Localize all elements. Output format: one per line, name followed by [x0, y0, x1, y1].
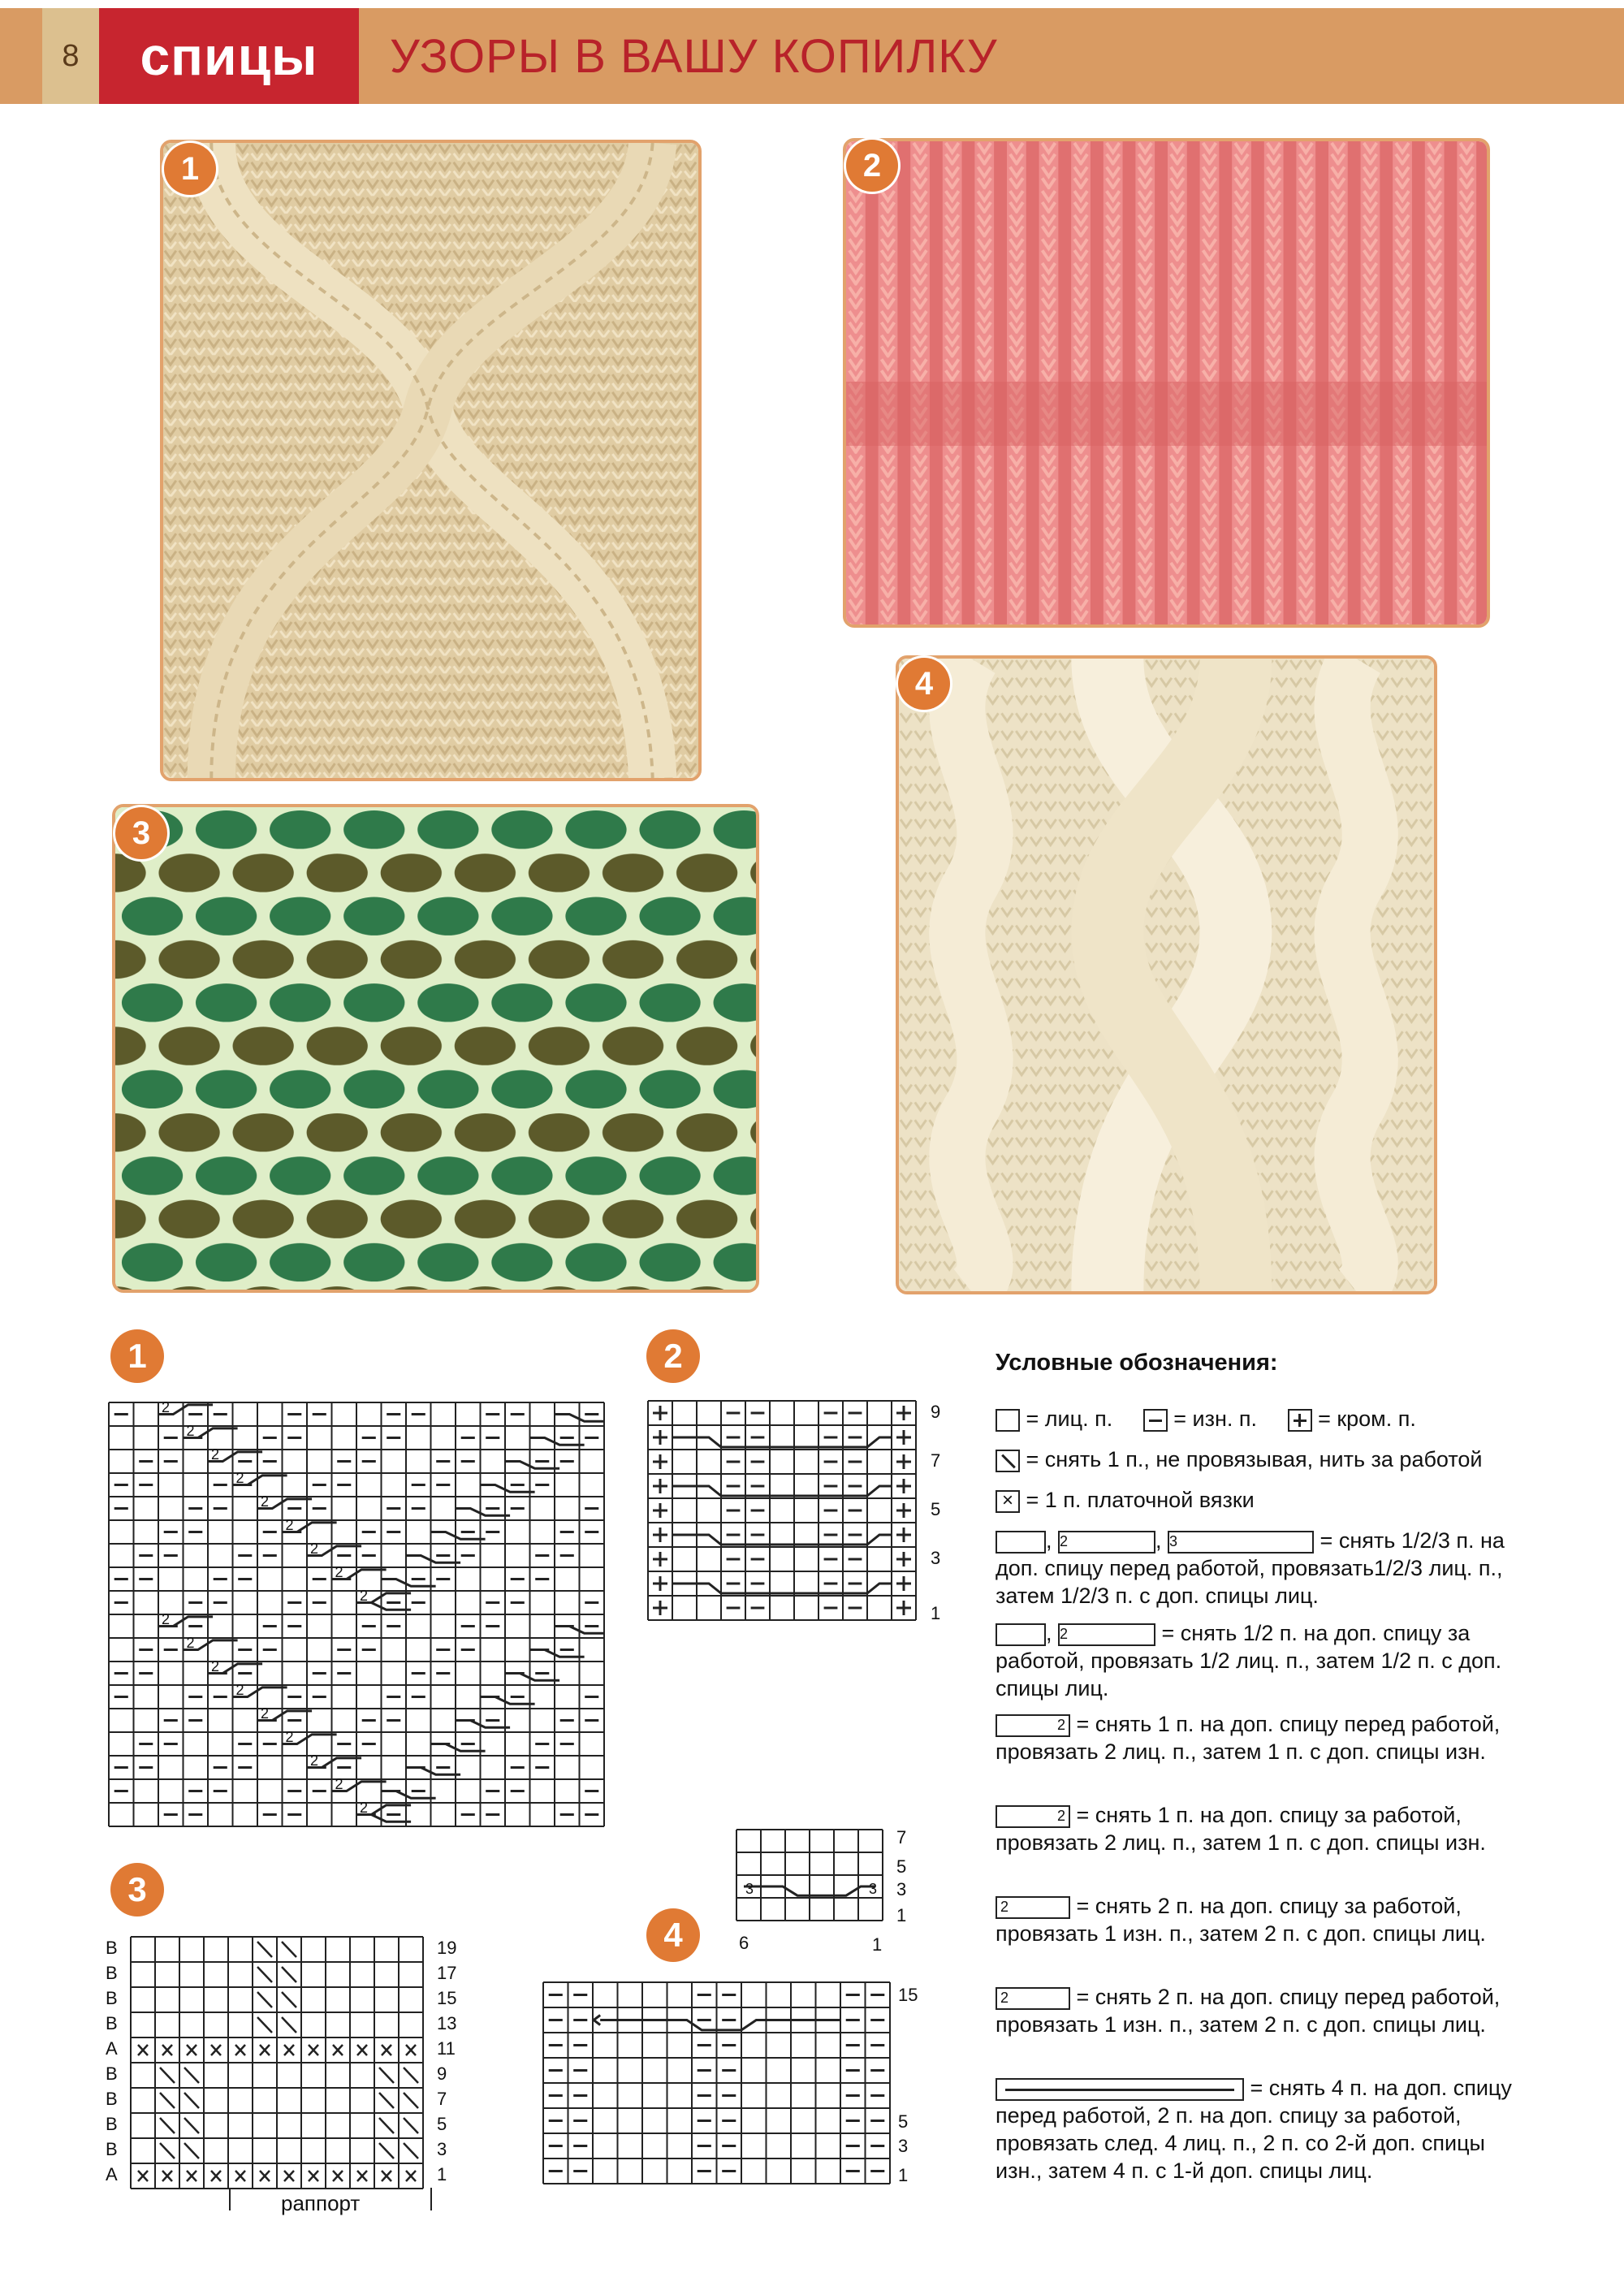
cable-2-back-symbol: 2	[1058, 1623, 1155, 1646]
cable-count: 2	[335, 1776, 343, 1793]
slip-mark	[404, 2118, 418, 2133]
slip-mark	[379, 2068, 394, 2083]
chart3-row-number: 13	[437, 2013, 457, 2033]
chart3-row-number: 7	[437, 2089, 447, 2109]
slip-mark	[282, 1942, 296, 1957]
legend-title: Условные обозначения:	[996, 1350, 1278, 1376]
legend-row-cross-front-knit	[996, 1983, 1507, 2038]
chart4-row-15: 15	[898, 1985, 918, 2005]
cable-count: 2	[360, 1588, 369, 1605]
photo-pattern-2	[843, 138, 1490, 628]
legend-slip: = снять 1 п., не провязывая, нить за работой	[1026, 1447, 1483, 1471]
cable-arrow	[594, 2016, 600, 2025]
slip-mark	[379, 2093, 394, 2108]
section-label: спицы	[99, 8, 359, 104]
legend-cable-front: = снять 1/2/3 п. на доп. спицу перед работой, провязать1/2/3 лиц. п., затем 1/2/3 п. с доп. спицы лиц.	[996, 1528, 1505, 1608]
chart3-row-letter: А	[106, 2038, 118, 2059]
chart3-row-letter: В	[106, 2063, 118, 2084]
chart2-row-9: 9	[931, 1402, 941, 1422]
cable-count: 2	[186, 1635, 195, 1652]
legend-row-slip	[996, 1445, 1483, 1473]
chart-4-grid	[542, 1981, 893, 2186]
green-honeycomb-image	[115, 807, 756, 1290]
chart3-row-letter: В	[106, 1988, 118, 2008]
legend-cable-back: = снять 1/2 п. на доп. спицу за работой, провязать 1/2 лиц. п., затем 1/2 п. с доп. спицы лиц.	[996, 1621, 1502, 1700]
photo-badge-4: 4	[898, 658, 950, 710]
slip-mark	[160, 2093, 175, 2108]
cable-mark	[481, 1485, 535, 1493]
cable-mark	[672, 1584, 892, 1593]
cable-mark	[456, 1721, 510, 1728]
legend-row-garter	[996, 1486, 1255, 1514]
cable-mark	[431, 1744, 486, 1752]
cable-mark	[406, 1768, 460, 1775]
garter-stitch-symbol: ×	[996, 1490, 1020, 1513]
legend-cross-back-knit: = снять 2 п. на доп. спицу за работой, провязать 1 изн. п., затем 2 п. с доп. спицы лиц.	[996, 1894, 1486, 1946]
chart4-row-3: 3	[898, 2136, 909, 2156]
legend-row-cross-back-knit	[996, 1892, 1507, 1947]
cable-count: 2	[211, 1658, 220, 1675]
chart3-row-number: 9	[437, 2063, 447, 2084]
slip-mark	[160, 2118, 175, 2133]
cable-mark	[530, 1650, 585, 1657]
chart3-row-letter: В	[106, 1963, 118, 1983]
cable-count: 2	[162, 1611, 171, 1628]
chart4s-row-5: 5	[896, 1856, 907, 1877]
cable-1-front-symbol	[996, 1531, 1046, 1554]
chart3-row-letter: В	[106, 1938, 118, 1958]
chart4s-row-7: 7	[896, 1827, 907, 1847]
cross-back-purl-symbol: 2	[996, 1805, 1070, 1828]
big-cable-symbol	[996, 2078, 1244, 2101]
legend-row-cable-back: , 2 = снять 1/2 п. на доп. спицу за работой, провязать 1/2 лиц. п., затем 1/2 п. с доп. спицы лиц.	[996, 1621, 1502, 1700]
chart4-row-1: 1	[898, 2165, 909, 2185]
legend-cross-back-purl: = снять 1 п. на доп. спицу за работой, провязать 2 лиц. п., затем 1 п. с доп. спицы изн.	[996, 1803, 1486, 1855]
chart4s-row-1: 1	[896, 1905, 907, 1925]
cable-count: 2	[335, 1564, 343, 1581]
photo-badge-3: 3	[115, 807, 167, 859]
cable-mark	[672, 1486, 892, 1496]
chart3-row-number: 5	[437, 2114, 447, 2134]
photo-pattern-4	[896, 655, 1437, 1294]
cable-count: 2	[310, 1752, 319, 1770]
cable-count: 2	[261, 1705, 270, 1722]
chart3-row-number: 3	[437, 2139, 447, 2159]
slip-mark	[404, 2143, 418, 2158]
cable-1-back-symbol	[996, 1623, 1046, 1646]
slip-mark	[257, 1992, 272, 2007]
cable-count: 2	[285, 1517, 294, 1534]
chart-2-grid	[647, 1400, 923, 1624]
edge-stitch-symbol	[1288, 1409, 1312, 1432]
slip-mark	[257, 2017, 272, 2033]
cable-mark	[600, 2020, 840, 2030]
legend-row-cable-front: , 2 , 3 = снять 1/2/3 п. на доп. спицу перед работой, провязать1/2/3 лиц. п., затем 1/2/3 п. с доп. спицы лиц.	[996, 1528, 1505, 1608]
photo-badge-1: 1	[164, 143, 216, 195]
legend-big-cable: = снять 4 п. на доп. спицу перед работой, 2 п. на доп. спицу за работой, провязать след. 4 лиц. п., 2 п. со 2-й доп. спицы изн., затем 4 п. с 1-й доп. спицы лиц.	[996, 2076, 1512, 2183]
chart3-row-number: 17	[437, 1963, 457, 1983]
chart3-row-number: 1	[437, 2164, 447, 2184]
cable-mark	[456, 1509, 510, 1516]
cross-front-knit-symbol: 2	[996, 1987, 1070, 2010]
cable-count: 2	[186, 1423, 195, 1440]
chart-4-small-grid	[736, 1829, 892, 1926]
legend-purl: = изн. п.	[1173, 1407, 1258, 1431]
chart4s-mark-left: 3	[745, 1881, 754, 1897]
slip-mark	[257, 1967, 272, 1982]
cable-mark	[481, 1697, 535, 1705]
purl-symbol	[1143, 1409, 1168, 1432]
chart2-row-7: 7	[931, 1450, 941, 1471]
page-title: УЗОРЫ В ВАШУ КОПИЛКУ	[390, 29, 998, 83]
legend-garter: = 1 п. платочной вязки	[1026, 1488, 1255, 1512]
chart-badge-3: 3	[110, 1863, 164, 1916]
slip-mark	[184, 2093, 199, 2108]
slip-mark	[379, 2143, 394, 2158]
chart3-row-letter: В	[106, 2139, 118, 2159]
beige-cable-image	[163, 143, 698, 778]
cable-count: 2	[310, 1541, 319, 1558]
slip-stitch-symbol	[996, 1450, 1020, 1472]
cable-count: 2	[285, 1729, 294, 1746]
chart-1-grid	[108, 1402, 605, 1827]
chart-3-grid	[130, 1936, 430, 2189]
cable-mark	[382, 1579, 436, 1587]
cable-mark	[672, 1535, 892, 1545]
cable-count: 2	[162, 1402, 171, 1416]
slip-mark	[257, 1942, 272, 1957]
slip-mark	[184, 2118, 199, 2133]
slip-mark	[404, 2068, 418, 2083]
slip-mark	[404, 2093, 418, 2108]
chart-badge-4: 4	[646, 1908, 700, 1962]
cable-mark	[672, 1437, 892, 1447]
chart3-row-letter: А	[106, 2164, 118, 2184]
cable-mark	[505, 1462, 559, 1469]
legend-cross-front-purl: = снять 1 п. на доп. спицу перед работой, провязать 2 лиц. п., затем 1 п. с доп. спицы изн.	[996, 1712, 1501, 1764]
cream-cable-image	[899, 659, 1434, 1291]
chart2-row-3: 3	[931, 1548, 941, 1568]
cable-count: 2	[211, 1446, 220, 1463]
cable-count: 2	[261, 1493, 270, 1510]
chart4s-col-6: 6	[739, 1933, 749, 1953]
page-number: 8	[42, 8, 99, 104]
slip-mark	[184, 2068, 199, 2083]
legend-knit: = лиц. п.	[1026, 1407, 1113, 1431]
knit-symbol	[996, 1409, 1020, 1432]
chart3-row-letter: В	[106, 2114, 118, 2134]
legend-row-cross-back-purl	[996, 1801, 1507, 1856]
cable-3-front-symbol: 3	[1168, 1531, 1314, 1554]
repeat-label: раппорт	[281, 2191, 361, 2215]
cable-count: 2	[360, 1800, 369, 1817]
legend-edge: = кром. п.	[1318, 1407, 1416, 1431]
slip-mark	[184, 2143, 199, 2158]
slip-mark	[160, 2068, 175, 2083]
slip-mark	[282, 1992, 296, 2007]
chart4s-mark-right: 3	[869, 1881, 878, 1897]
slip-mark	[379, 2118, 394, 2133]
legend-row-cross-front-purl	[996, 1710, 1507, 1765]
cable-mark	[530, 1438, 585, 1445]
chart4s-row-3: 3	[896, 1879, 907, 1899]
chart2-row-1: 1	[931, 1603, 941, 1623]
cable-count: 2	[235, 1470, 244, 1487]
cable-mark	[505, 1674, 559, 1681]
slip-mark	[282, 1967, 296, 1982]
cable-2-front-symbol: 2	[1058, 1531, 1155, 1554]
slip-mark	[282, 2017, 296, 2033]
chart3-row-letter: В	[106, 2089, 118, 2109]
legend-row-basic	[996, 1405, 1416, 1433]
cable-mark	[431, 1532, 486, 1540]
legend-cross-front-knit: = снять 2 п. на доп. спицу перед работой, провязать 1 изн. п., затем 2 п. с доп. спицы лиц.	[996, 1985, 1501, 2037]
chart-badge-1: 1	[110, 1329, 164, 1383]
cross-front-purl-symbol: 2	[996, 1714, 1070, 1737]
chart3-row-number: 15	[437, 1988, 457, 2008]
legend-row-big-cable	[996, 2074, 1531, 2184]
chart-badge-2: 2	[646, 1329, 700, 1383]
chart4-row-5: 5	[898, 2111, 909, 2132]
cable-mark	[382, 1791, 436, 1799]
chart4s-col-1: 1	[872, 1934, 883, 1955]
pink-rib-image	[846, 141, 1487, 624]
chart3-row-letter: В	[106, 2013, 118, 2033]
cable-mark	[406, 1556, 460, 1563]
chart3-row-number: 19	[437, 1938, 457, 1958]
photo-pattern-3	[112, 804, 759, 1293]
chart3-row-number: 11	[437, 2038, 456, 2059]
cross-back-knit-symbol: 2	[996, 1896, 1070, 1919]
photo-pattern-1	[160, 140, 702, 781]
chart2-row-5: 5	[931, 1499, 941, 1519]
photo-badge-2: 2	[846, 140, 898, 192]
slip-mark	[160, 2143, 175, 2158]
cable-count: 2	[235, 1682, 244, 1699]
